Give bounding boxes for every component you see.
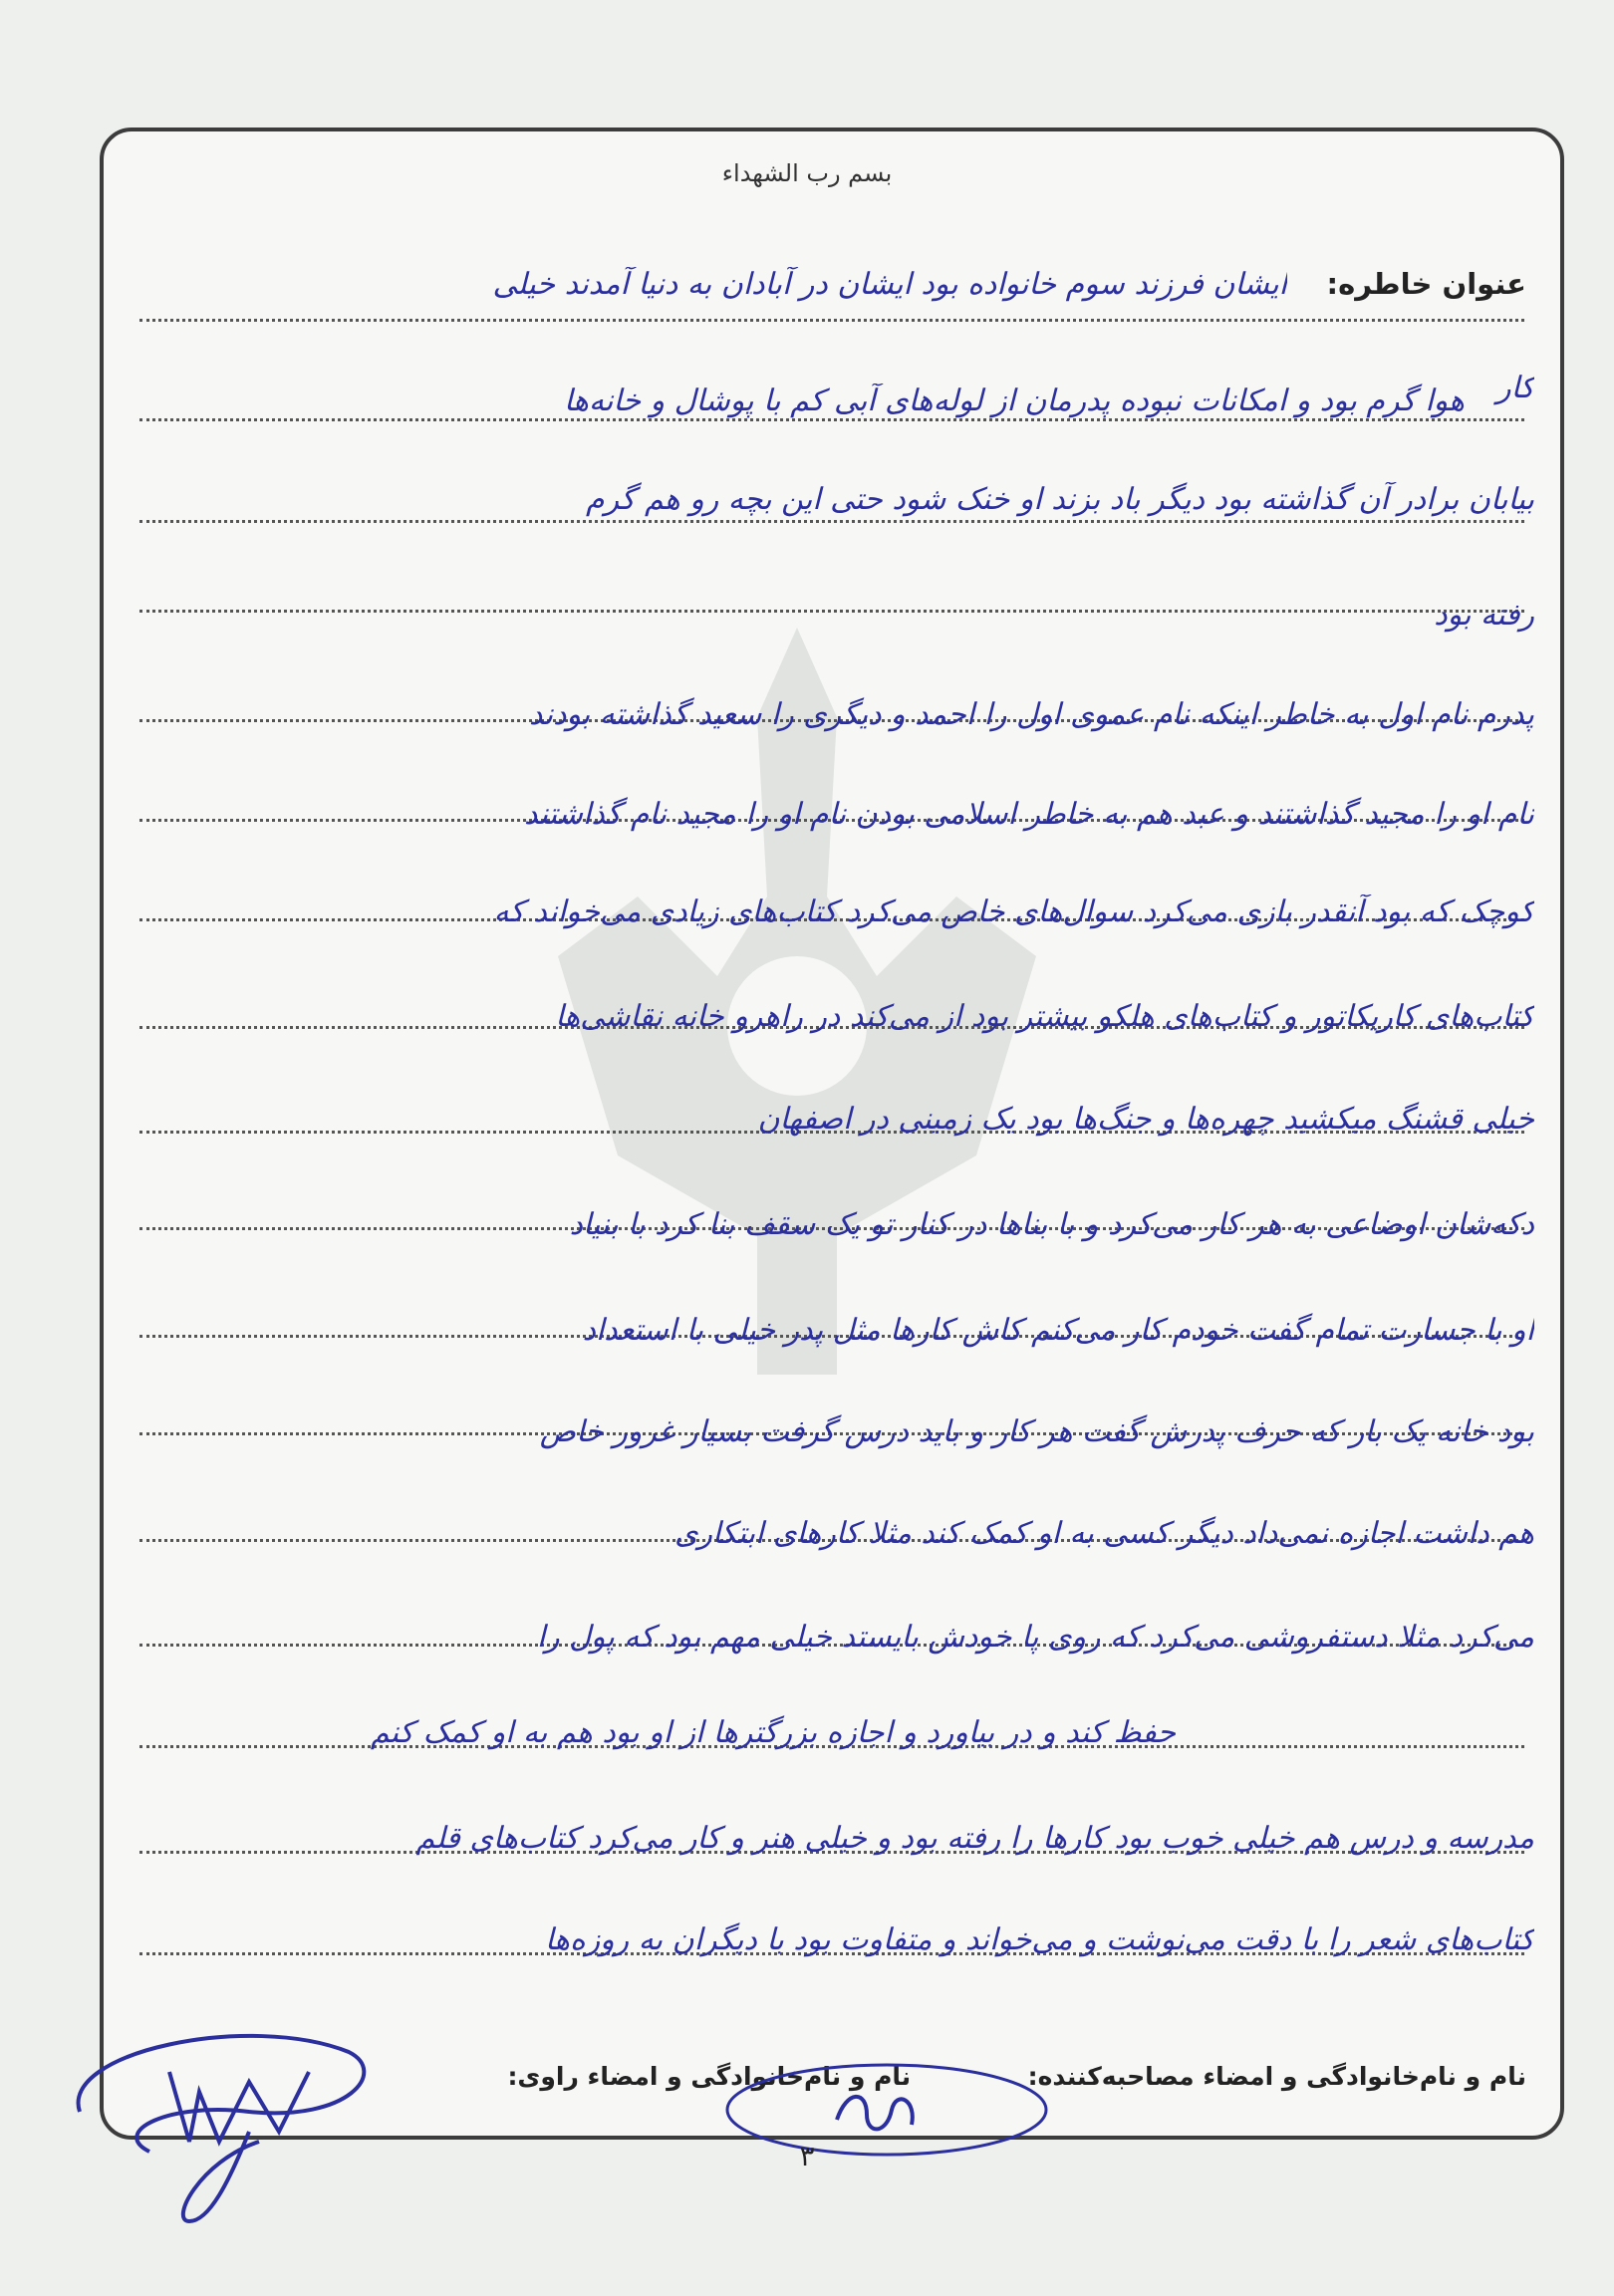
handwritten-line: هم داشت اجازه نمی‌داد دیگر کسی به او کمک کند مثلا کارهای ابتکاری (674, 1516, 1534, 1551)
handwritten-line: کتاب‌های شعر را با دقت می‌نوشت و می‌خواند و متفاوت بود با دیگران به روزه‌ها (545, 1922, 1534, 1957)
basmala-header: بسم رب الشهداء (721, 159, 893, 187)
guide-line (139, 520, 1524, 523)
handwritten-line: ایشان فرزند سوم خانواده بود ایشان در آبادان به دنیا آمدند خیلی (492, 267, 1287, 302)
handwritten-line: بود خانه یک بار که حرف پدرش گفت هر کار و باید درس گرفت بسیار غرور خاص (539, 1414, 1534, 1449)
handwritten-line: کوچک که بود آنقدر بازی می‌کرد سوال‌های خاص می‌کرد کتاب‌های زیادی می‌خواند که (493, 894, 1534, 929)
page-number: ۳ (799, 2140, 815, 2172)
handwritten-line: هوا گرم بود و امکانات نبوده پدرمان از لوله‌های آبی کم با پوشال و خانه‌ها (564, 383, 1465, 418)
corner-mark: کار (1496, 371, 1534, 405)
handwritten-line: می‌کرد مثلا دستفروشی می‌کرد که روی پا خودش بایستد خیلی مهم بود که پول را (536, 1620, 1534, 1655)
handwritten-line: خیلی قشنگ میکشید چهره‌ها و جنگ‌ها بود یک زمینی در اصفهان (757, 1102, 1534, 1137)
guide-line (139, 319, 1524, 322)
memory-title-label: عنوان خاطره: (1326, 267, 1526, 301)
handwritten-line: دکه‌شان اوضاعی به هر کار می‌کرد و با بناها در کنار تو یک سقف بنا کرد با بنیاد (569, 1207, 1534, 1242)
handwritten-line: حفظ کند و در بیاورد و اجازه بزرگترها از او بود هم به او کمک کنم (370, 1715, 1176, 1750)
handwritten-line: رفته بود (1434, 598, 1534, 633)
handwritten-line: کتاب‌های کاریکاتور و کتاب‌های هلکو بیشتر بود از می‌کند در راهرو خانه نقاشی‌ها (555, 999, 1534, 1034)
interviewer-label: نام و نام‌خانوادگی و امضاء مصاحبه‌کننده: (1027, 2062, 1526, 2091)
handwritten-line: نام او را مجید گذاشتند و عبد هم به خاطر اسلامی بودن نام او را مجید نام گذاشتند (524, 797, 1534, 832)
narrator-label: نام و نام‌خانوادگی و امضاء راوی: (507, 2062, 912, 2091)
handwritten-line: او با جسارت تمام گفت خودم کار می‌کنم کاش کارها مثل پدر خیلی با استعداد (582, 1313, 1534, 1348)
handwritten-line: مدرسه و درس هم خیلی خوب بود کارها را رفته بود و خیلی هنر و کار می‌کرد کتاب‌های قلم (415, 1821, 1534, 1856)
handwritten-line: بیابان برادر آن گذاشته بود دیگر باد بزند او خنک شود حتی این بچه رو هم گرم (586, 482, 1534, 517)
narrator-signature (50, 1992, 389, 2231)
handwritten-line: پدرم نام اول به خاطر اینکه نام عموی اول را احمد و دیگری را سعید گذاشته بودند (528, 697, 1534, 732)
